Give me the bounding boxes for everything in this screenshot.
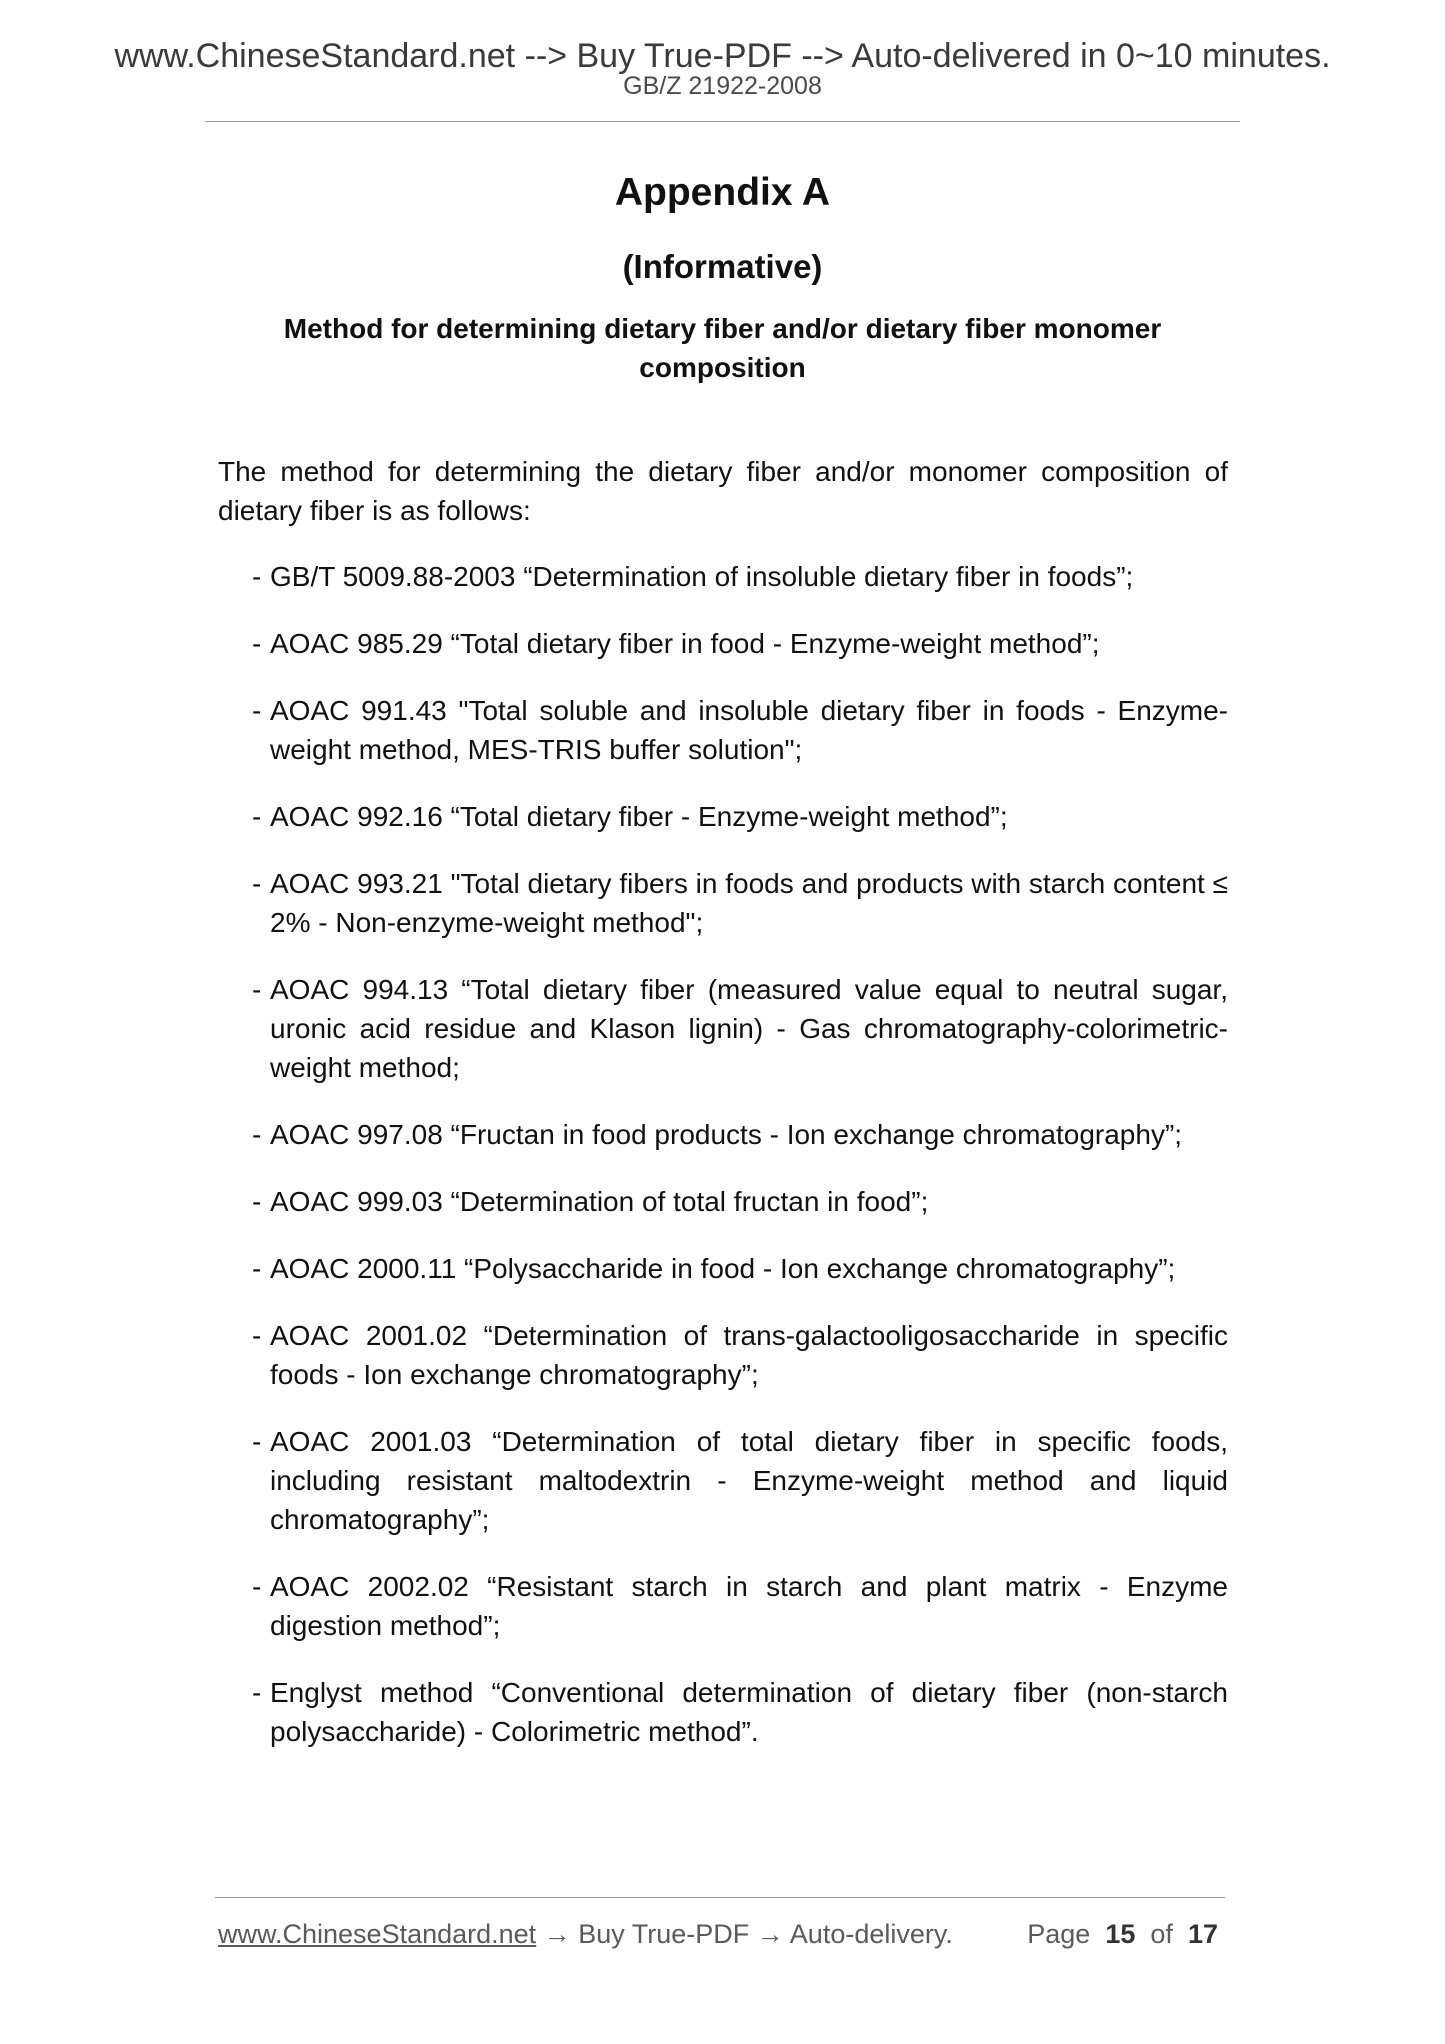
page-footer bbox=[218, 1916, 1228, 1952]
page-label: Page bbox=[1027, 1919, 1091, 1949]
list-dash: - bbox=[252, 695, 262, 726]
list-item-text: AOAC 993.21 "Total dietary fibers in foods and products with starch content ≤ 2% - Non-enzyme-weight method"; bbox=[270, 868, 1228, 938]
list-dash: - bbox=[252, 628, 262, 659]
footer-left bbox=[218, 1916, 953, 1952]
list-item bbox=[252, 557, 1228, 596]
list-dash: - bbox=[252, 1119, 262, 1150]
appendix-subtitle: (Informative) bbox=[622, 248, 823, 285]
footer-divider bbox=[215, 1897, 1225, 1898]
site-banner: www.ChineseStandard.net --> Buy True-PDF --> Auto-delivered in 0~10 minutes. bbox=[114, 37, 1331, 75]
list-dash: - bbox=[252, 1571, 262, 1602]
list-item-text: Englyst method “Conventional determination of dietary fiber (non-starch polysaccharide) - Colorimetric method”. bbox=[270, 1677, 1228, 1747]
list-item bbox=[252, 1567, 1228, 1645]
list-dash: - bbox=[252, 1426, 262, 1457]
list-dash: - bbox=[252, 1320, 262, 1351]
page-of-label: of bbox=[1150, 1919, 1173, 1949]
list-dash: - bbox=[252, 974, 262, 1005]
list-item bbox=[252, 864, 1228, 942]
list-item bbox=[252, 1182, 1228, 1221]
list-item-text: AOAC 992.16 “Total dietary fiber - Enzyme-weight method”; bbox=[270, 801, 1008, 832]
list-item bbox=[252, 1115, 1228, 1154]
list-dash: - bbox=[252, 1186, 262, 1217]
appendix-title: Appendix A bbox=[614, 171, 831, 214]
footer-delivery-text: Auto-delivery. bbox=[789, 1919, 953, 1949]
footer-site-link[interactable]: www.ChineseStandard.net bbox=[218, 1919, 537, 1949]
page-indicator bbox=[1027, 1916, 1218, 1952]
list-item-text: AOAC 999.03 “Determination of total fructan in food”; bbox=[270, 1186, 929, 1217]
list-dash: - bbox=[252, 868, 262, 899]
list-item bbox=[252, 1422, 1228, 1539]
list-item-text: AOAC 2001.02 “Determination of trans-galactooligosaccharide in specific foods - Ion exchange chromatography”; bbox=[270, 1320, 1228, 1390]
arrow-right-icon: → bbox=[756, 1919, 784, 1949]
page-total: 17 bbox=[1187, 1919, 1218, 1949]
list-item-text: AOAC 2001.03 “Determination of total dietary fiber in specific foods, including resistant maltodextrin - Enzyme-weight method and liquid chromatography”; bbox=[270, 1426, 1228, 1535]
list-dash: - bbox=[252, 801, 262, 832]
intro-paragraph: The method for determining the dietary fiber and/or monomer composition of dietary fiber is as follows: bbox=[218, 456, 1228, 526]
list-dash: - bbox=[252, 561, 262, 592]
list-item bbox=[252, 1673, 1228, 1751]
list-item bbox=[252, 1316, 1228, 1394]
arrow-right-icon: → bbox=[543, 1919, 571, 1949]
list-dash: - bbox=[252, 1253, 262, 1284]
method-title: Method for determining dietary fiber and/or dietary fiber monomer composition bbox=[283, 313, 1162, 383]
list-dash: - bbox=[252, 1677, 262, 1708]
list-item bbox=[252, 1249, 1228, 1288]
reference-list bbox=[252, 557, 1228, 1779]
list-item bbox=[252, 691, 1228, 769]
standard-code: GB/Z 21922-2008 bbox=[623, 72, 822, 100]
list-item bbox=[252, 970, 1228, 1087]
list-item-text: GB/T 5009.88-2003 “Determination of insoluble dietary fiber in foods”; bbox=[270, 561, 1134, 592]
header-divider bbox=[205, 121, 1240, 122]
list-item bbox=[252, 797, 1228, 836]
list-item-text: AOAC 2000.11 “Polysaccharide in food - Ion exchange chromatography”; bbox=[270, 1253, 1176, 1284]
footer-buy-text: Buy True-PDF bbox=[578, 1919, 750, 1949]
list-item-text: AOAC 991.43 "Total soluble and insoluble dietary fiber in foods - Enzyme-weight method, MES-TRIS buffer solution"; bbox=[270, 695, 1228, 765]
list-item-text: AOAC 985.29 “Total dietary fiber in food - Enzyme-weight method”; bbox=[270, 628, 1100, 659]
list-item-text: AOAC 997.08 “Fructan in food products - Ion exchange chromatography”; bbox=[270, 1119, 1183, 1150]
list-item bbox=[252, 624, 1228, 663]
list-item-text: AOAC 994.13 “Total dietary fiber (measured value equal to neutral sugar, uronic acid residue and Klason lignin) - Gas chromatography-colorimetric-weight method; bbox=[270, 974, 1228, 1083]
list-item-text: AOAC 2002.02 “Resistant starch in starch and plant matrix - Enzyme digestion method”; bbox=[270, 1571, 1228, 1641]
page-current: 15 bbox=[1105, 1919, 1136, 1949]
